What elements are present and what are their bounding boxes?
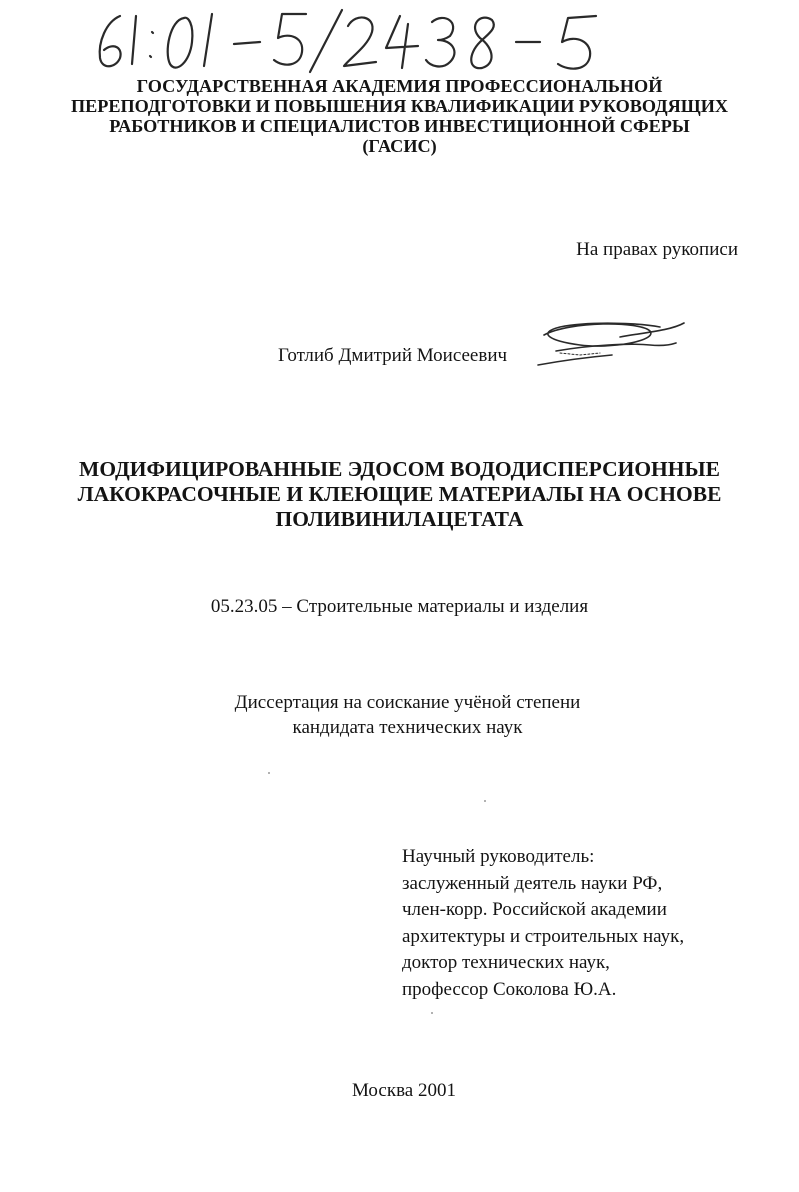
- handwritten-archive-number: [84, 2, 604, 80]
- title-line: ПОЛИВИНИЛАЦЕТАТА: [275, 507, 524, 531]
- dissertation-title: [0, 457, 799, 532]
- title-line: ЛАКОКРАСОЧНЫЕ И КЛЕЮЩИЕ МАТЕРИАЛЫ НА ОСНОВЕ: [77, 482, 722, 506]
- city-year: Москва 2001: [352, 1080, 456, 1101]
- author-name: Готлиб Дмитрий Моисеевич: [278, 345, 508, 366]
- supervisor-line: член-корр. Российской академии: [402, 899, 667, 920]
- supervisor-block: [402, 844, 684, 1003]
- institution-header: [0, 76, 799, 156]
- title-line: МОДИФИЦИРОВАННЫЕ ЭДОСОМ ВОДОДИСПЕРСИОННЫЕ: [79, 457, 720, 481]
- supervisor-line: архитектуры и строительных наук,: [402, 925, 685, 947]
- institution-line: ГОСУДАРСТВЕННАЯ АКАДЕМИЯ ПРОФЕССИОНАЛЬНОЙ: [136, 76, 663, 96]
- supervisor-name: профессор Соколова Ю.А.: [402, 978, 617, 1000]
- scan-speck: [484, 800, 486, 802]
- scan-speck: [268, 772, 270, 774]
- rights-note: На правах рукописи: [576, 239, 738, 260]
- scan-speck: [431, 1012, 433, 1014]
- supervisor-heading: Научный руководитель:: [402, 846, 595, 867]
- degree-line: Диссертация на соискание учёной степени: [234, 692, 581, 713]
- supervisor-line: заслуженный деятель науки РФ,: [402, 872, 663, 894]
- signature-drawing: [520, 315, 695, 375]
- supervisor-line: доктор технических наук,: [402, 952, 610, 973]
- institution-line: РАБОТНИКОВ И СПЕЦИАЛИСТОВ ИНВЕСТИЦИОННОЙ СФЕРЫ: [109, 116, 690, 136]
- specialty-code: 05.23.05 – Строительные материалы и изделия: [210, 596, 589, 617]
- handwritten-number-drawing: [84, 2, 604, 80]
- degree-line: кандидата технических наук: [292, 717, 523, 738]
- degree-statement: [0, 690, 799, 740]
- author-signature: [520, 315, 695, 375]
- institution-line: ПЕРЕПОДГОТОВКИ И ПОВЫШЕНИЯ КВАЛИФИКАЦИИ РУКОВОДЯЩИХ: [70, 96, 729, 116]
- institution-abbreviation: (ГАСИС): [362, 136, 437, 156]
